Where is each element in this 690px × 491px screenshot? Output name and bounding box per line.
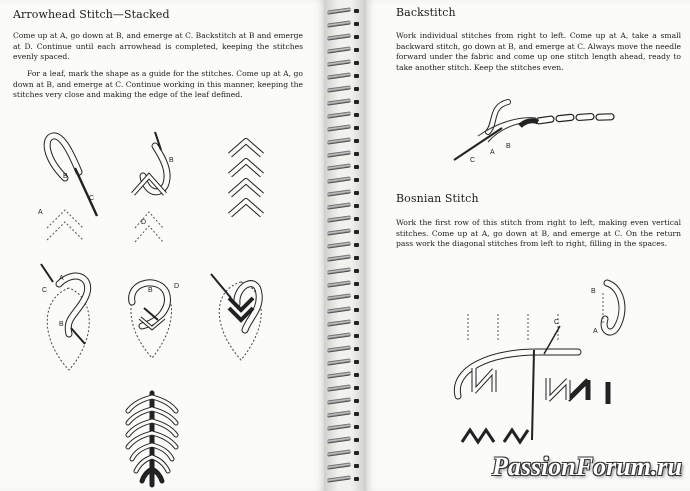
backstitch-label-b: B [506, 143, 511, 150]
fig5-label-d: D [174, 283, 180, 290]
spiral-coil [327, 177, 363, 184]
spiral-coil [327, 216, 363, 223]
leaf-figure-1 [35, 258, 105, 383]
spiral-coil [327, 450, 363, 457]
bosnian-title: Bosnian Stitch [396, 192, 479, 205]
fig4-label-a: A [59, 275, 64, 282]
spiral-coil [327, 203, 363, 210]
spiral-coil [327, 99, 363, 106]
spiral-coil [327, 8, 363, 15]
arrowhead-title: Arrowhead Stitch—Stacked [13, 8, 170, 21]
fig1-label-a: A [38, 209, 43, 216]
watermark: PassionForum.ru [491, 452, 682, 481]
fig2-label-d: D [141, 219, 147, 226]
bosnian-label-a: A [593, 328, 598, 335]
spiral-coil [327, 359, 363, 366]
fig2-label-b: B [169, 157, 174, 164]
spiral-coil [327, 138, 363, 145]
spiral-coil [327, 242, 363, 249]
backstitch-label-c: C [470, 157, 476, 164]
spiral-coil [327, 73, 363, 80]
bosnian-label-c: C [554, 319, 560, 326]
arrowhead-figure-2 [125, 128, 195, 248]
fig1-label-c: C [89, 195, 95, 202]
leaf-figure-2 [118, 262, 188, 367]
spiral-coil [327, 476, 363, 483]
spiral-coil [327, 255, 363, 262]
spiral-coil [327, 21, 363, 28]
spiral-coil [327, 86, 363, 93]
spiral-coil [327, 372, 363, 379]
spiral-coil [327, 346, 363, 353]
spiral-coil [327, 398, 363, 405]
spiral-coil [327, 34, 363, 41]
spiral-coil [327, 307, 363, 314]
spiral-coil [327, 164, 363, 171]
backstitch-text: Work individual stitches from right to left. Come up at A, take a small backward stitch, go down at B, and emerge at C. Always move the needle forward under the fabric and come up one stitch length ahead, ready to take another stitch. Keep the stitches even. [396, 31, 681, 72]
leaf-figure-3 [205, 268, 275, 368]
spiral-coil [327, 411, 363, 418]
spiral-coil [327, 229, 363, 236]
arrowhead-figure-1 [35, 128, 115, 248]
backstitch-figure [448, 92, 628, 172]
fig4-label-c: C [42, 287, 48, 294]
arrowhead-paragraph-1: Come up at A, go down at B, and emerge at C. Backstitch at B and emerge at D. Continue until each arrowhead is completed, keeping the stitches evenly spaced. [13, 31, 303, 61]
spiral-coil [327, 60, 363, 67]
backstitch-label-a: A [490, 149, 495, 156]
fig5-label-b: B [148, 287, 153, 294]
arrowhead-figure-3 [222, 135, 272, 230]
fig4-label-b: B [59, 321, 64, 328]
bosnian-figure-2 [448, 300, 628, 450]
leaf-figure-4 [122, 383, 182, 488]
spiral-coil [327, 47, 363, 54]
spiral-coil [327, 424, 363, 431]
spiral-coil [327, 268, 363, 275]
spiral-coil [327, 463, 363, 470]
bosnian-label-b: B [591, 288, 596, 295]
spiral-coil [327, 190, 363, 197]
fig1-label-b: B [63, 173, 68, 180]
spiral-coil [327, 333, 363, 340]
spiral-coil [327, 281, 363, 288]
bosnian-text: Work the first row of this stitch from right to left, making even vertical stitches. Come up at A, go down at B, and emerge at C. On the return pass work the diagonal stitches from left to right, filling in the spaces. [396, 218, 681, 248]
spiral-coil [327, 385, 363, 392]
spiral-coil [327, 112, 363, 119]
spiral-coil [327, 125, 363, 132]
spiral-coil [327, 437, 363, 444]
spiral-coil [327, 320, 363, 327]
arrowhead-paragraph-2: For a leaf, mark the shape as a guide for the stitches. Come up at A, go down at B, and emerge at C. Continue working in this manner, keeping the stitches very close and making the edge of the leaf defined. [13, 69, 303, 99]
spiral-coil [327, 294, 363, 301]
backstitch-title: Backstitch [396, 6, 456, 19]
spiral-coil [327, 151, 363, 158]
